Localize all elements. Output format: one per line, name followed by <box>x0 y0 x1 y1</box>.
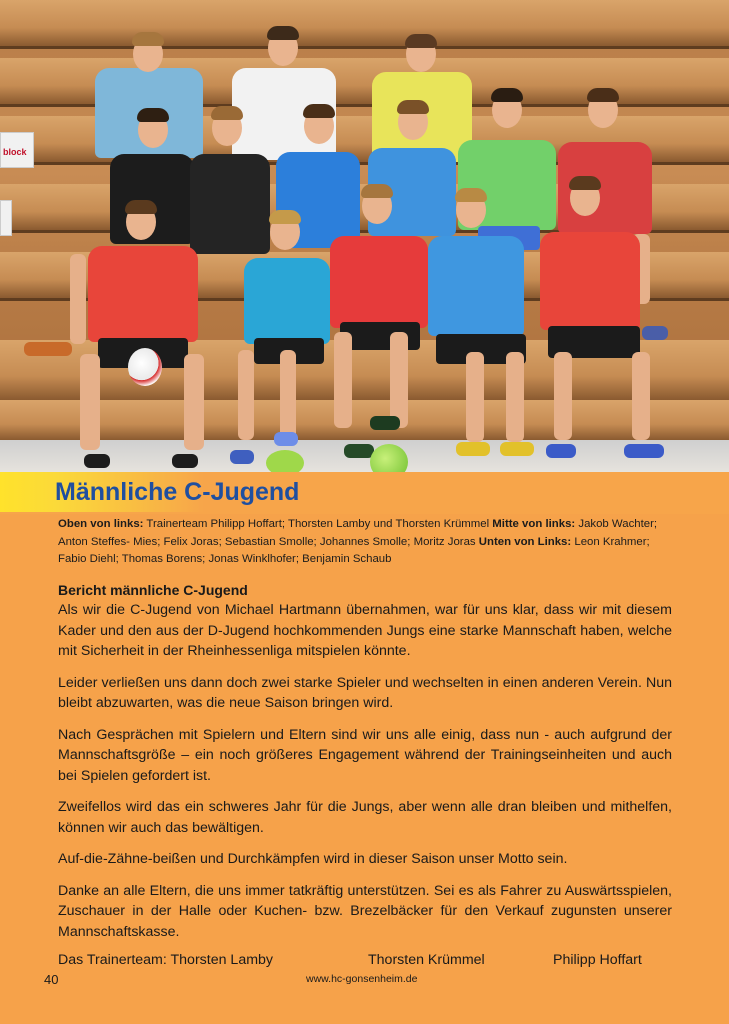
caption-label-oben: Oben von links: <box>58 518 144 530</box>
report-paragraph: Danke an alle Eltern, die uns immer tatkräftig unterstützen. Sei es als Fahrer zu Auswärtsspielen, Zuschauer in der Halle oder Kuchen- bzw. Brezelbäcker für den Verkauf zugunsten unserer Mannschaftskasse. <box>58 882 672 940</box>
hall-sign-edge <box>0 200 12 236</box>
caption-names-mitte: Jakob Wachter; Anton Steffes- Mies; Felix Joras; Sebastian Smolle; Johannes Smolle; Moritz Joras <box>58 518 658 548</box>
bench-row <box>0 0 729 49</box>
team-photo <box>0 0 729 472</box>
report-paragraph: Auf-die-Zähne-beißen und Durchkämpfen wird in dieser Saison unser Motto sein. <box>58 851 568 867</box>
hall-sign: block <box>0 132 34 168</box>
caption-label-unten: Unten von Links: <box>478 535 572 548</box>
report-paragraph: Zweifellos wird das ein schweres Jahr für die Jungs, aber wenn alle dran bleiben und mithelfen, können wir auch das bewältigen. <box>58 799 672 836</box>
page-number: 40 <box>44 972 59 987</box>
report-paragraph: Leider verließen uns dann doch zwei starke Spieler und wechselten in einen anderen Verein. Nun bleibt abzuwarten, was die neue Saison bringen wird. <box>58 674 672 711</box>
caption-names-unten: Leon Krahmer; Fabio Diehl; Thomas Borens; Jonas Winklhofer; Benjamin Schaub <box>58 535 650 565</box>
photo-caption <box>58 516 658 569</box>
report-body <box>58 580 672 953</box>
signature-third: Philipp Hoffart <box>553 952 642 968</box>
caption-names-oben: Trainerteam Philipp Hoffart; Thorsten Lamby und Thorsten Krümmel <box>143 518 493 530</box>
report-paragraph: Nach Gesprächen mit Spielern und Eltern sind wir uns alle einig, dass nun - auch aufgrund der Mannschaftsgröße – ein noch größeres Engagement während der Trainingseinheiten und auch bei Spielen gefordert ist. <box>58 726 672 784</box>
report-paragraph: Als wir die C-Jugend von Michael Hartmann übernahmen, war für uns klar, dass wir mit diesem Kader und den aus der D-Jugend hochkommenden Jungs eine starke Mannschaft haben, welche mit Sicherheit in der Rheinhessenliga mitspielen könnte. <box>58 602 672 659</box>
caption-label-mitte: Mitte von links: <box>492 518 576 530</box>
signature-team: Das Trainerteam: Thorsten Lamby <box>58 952 274 968</box>
bench-row <box>0 400 729 443</box>
page-title: Männliche C-Jugend <box>55 478 300 506</box>
signature-second: Thorsten Krümmel <box>368 952 485 968</box>
footer-url[interactable]: www.hc-gonsenheim.de <box>306 973 418 985</box>
report-title: Bericht männliche C-Jugend <box>58 582 248 598</box>
